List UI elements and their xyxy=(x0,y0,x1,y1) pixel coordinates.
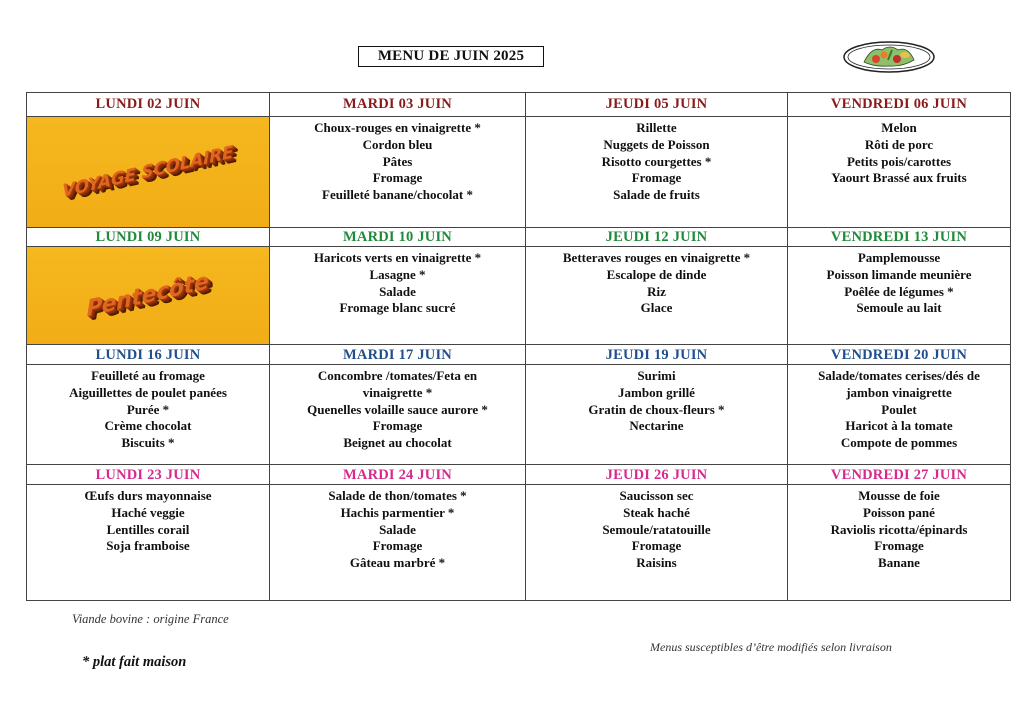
menu-items xyxy=(788,485,1011,601)
menu-item: Raviolis ricotta/épinards xyxy=(830,521,968,537)
menu-item: Pamplemousse xyxy=(857,250,941,265)
menu-item: Escalope de dinde xyxy=(606,266,707,282)
day-header: MARDI 24 JUIN xyxy=(270,465,526,485)
menu-item: Beignet au chocolat xyxy=(343,435,452,451)
menu-item: Mousse de foie xyxy=(858,488,940,503)
menu-item: Choux-rouges en vinaigrette * xyxy=(314,120,481,135)
vegetables-basket-logo xyxy=(842,40,936,74)
menu-item: Haricots verts en vinaigrette * xyxy=(313,250,482,265)
menu-item: Rôti de porc xyxy=(864,136,934,152)
menu-items xyxy=(788,247,1011,345)
menu-item: Fromage xyxy=(372,170,423,186)
menu-item: Salade/tomates cerises/dés de jambon vinaigrette xyxy=(818,368,980,400)
day-header: MARDI 03 JUIN xyxy=(270,93,526,117)
menu-item: Banane xyxy=(878,555,920,571)
menu-item: Haché veggie xyxy=(111,504,185,520)
menu-item: Betteraves rouges en vinaigrette * xyxy=(562,250,751,265)
day-header: JEUDI 05 JUIN xyxy=(526,93,788,117)
weekly-menu-table xyxy=(26,92,1011,601)
menu-item: Compote de pommes xyxy=(840,435,958,451)
menu-item: Jambon grillé xyxy=(618,384,695,400)
menu-item: Surimi xyxy=(637,368,676,383)
menu-item: Nectarine xyxy=(629,418,684,434)
day-header: JEUDI 19 JUIN xyxy=(526,345,788,365)
banner-text: Pentecôte xyxy=(86,268,210,323)
day-header: JEUDI 12 JUIN xyxy=(526,228,788,247)
menu-items xyxy=(27,365,270,465)
menu-items xyxy=(526,365,788,465)
menu-items xyxy=(270,247,526,345)
menu-item: Fromage xyxy=(631,170,682,186)
menu-items xyxy=(526,485,788,601)
day-header: LUNDI 02 JUIN xyxy=(27,93,270,117)
menu-item: Melon xyxy=(881,120,917,135)
menu-item: Petits pois/carottes xyxy=(846,153,952,169)
menu-item: Quenelles volaille sauce aurore * xyxy=(307,401,488,417)
day-header: LUNDI 16 JUIN xyxy=(27,345,270,365)
menu-item: Gratin de choux-fleurs * xyxy=(588,401,725,417)
day-header: VENDREDI 13 JUIN xyxy=(788,228,1011,247)
menu-item: Salade xyxy=(379,283,416,299)
menu-item: Lasagne * xyxy=(369,266,426,282)
menu-item: Crème chocolat xyxy=(104,418,192,434)
day-header: LUNDI 09 JUIN xyxy=(27,228,270,247)
menu-item: Salade de thon/tomates * xyxy=(328,488,467,503)
menu-item: Semoule au lait xyxy=(856,300,942,316)
menu-item: Raisins xyxy=(636,555,677,571)
day-header: JEUDI 26 JUIN xyxy=(526,465,788,485)
menu-item: Poulet xyxy=(881,401,917,417)
menu-items xyxy=(270,117,526,228)
banner-text: VOYAGE SCOLAIRE xyxy=(62,142,234,202)
menu-item: Feuilleté au fromage xyxy=(91,368,205,383)
menu-item: Nuggets de Poisson xyxy=(603,136,710,152)
menu-item: Risotto courgettes * xyxy=(601,153,712,169)
menu-item: Salade de fruits xyxy=(613,187,700,203)
origin-note: Viande bovine : origine France xyxy=(72,612,229,626)
menu-item: Biscuits * xyxy=(121,435,175,451)
menu-item: Semoule/ratatouille xyxy=(602,521,711,537)
menu-item: Fromage xyxy=(874,538,924,554)
day-header: LUNDI 23 JUIN xyxy=(27,465,270,485)
menu-items xyxy=(27,485,270,601)
menu-item: Feuilleté banane/chocolat * xyxy=(322,187,473,203)
menu-items xyxy=(526,117,788,228)
menu-items xyxy=(788,117,1011,228)
menu-items xyxy=(270,365,526,465)
day-header: MARDI 10 JUIN xyxy=(270,228,526,247)
day-header: VENDREDI 27 JUIN xyxy=(788,465,1011,485)
menu-item: Purée * xyxy=(126,401,170,417)
menu-item: Soja framboise xyxy=(106,538,190,554)
menu-item: Fromage xyxy=(372,538,423,554)
menu-item: Lentilles corail xyxy=(106,521,190,537)
day-header: VENDREDI 06 JUIN xyxy=(788,93,1011,117)
menu-item: Poêlée de légumes * xyxy=(844,283,954,299)
page-title: MENU DE JUIN 2025 xyxy=(358,46,544,67)
delivery-note: Menus susceptibles d’être modifiés selon livraison xyxy=(650,640,892,654)
menu-items xyxy=(270,485,526,601)
day-header: MARDI 17 JUIN xyxy=(270,345,526,365)
menu-items xyxy=(526,247,788,345)
menu-item: Poisson limande meunière xyxy=(826,266,972,282)
menu-items xyxy=(788,365,1011,465)
menu-item: Concombre /tomates/Feta en vinaigrette * xyxy=(317,368,478,400)
menu-item: Haricot à la tomate xyxy=(845,418,953,434)
menu-item: Glace xyxy=(640,300,673,316)
menu-item: Fromage xyxy=(631,538,682,554)
menu-item: Gâteau marbré * xyxy=(349,555,446,571)
menu-item: Poisson pané xyxy=(863,504,935,520)
menu-item: Rillette xyxy=(636,120,677,135)
pentecote-banner xyxy=(27,247,270,345)
menu-item: Riz xyxy=(647,283,666,299)
menu-item: Hachis parmentier * xyxy=(340,504,455,520)
menu-item: Œufs durs mayonnaise xyxy=(84,488,212,503)
menu-item: Aiguillettes de poulet panées xyxy=(69,384,227,400)
menu-item: Salade xyxy=(379,521,416,537)
homemade-note: * plat fait maison xyxy=(82,654,187,670)
menu-item: Saucisson sec xyxy=(619,488,694,503)
menu-item: Pâtes xyxy=(382,153,413,169)
voyage-scolaire-banner xyxy=(27,117,270,228)
day-header: VENDREDI 20 JUIN xyxy=(788,345,1011,365)
menu-item: Yaourt Brassé aux fruits xyxy=(831,170,967,186)
menu-item: Steak haché xyxy=(623,504,690,520)
menu-item: Fromage xyxy=(372,418,423,434)
menu-item: Fromage blanc sucré xyxy=(339,300,456,316)
menu-item: Cordon bleu xyxy=(362,136,433,152)
